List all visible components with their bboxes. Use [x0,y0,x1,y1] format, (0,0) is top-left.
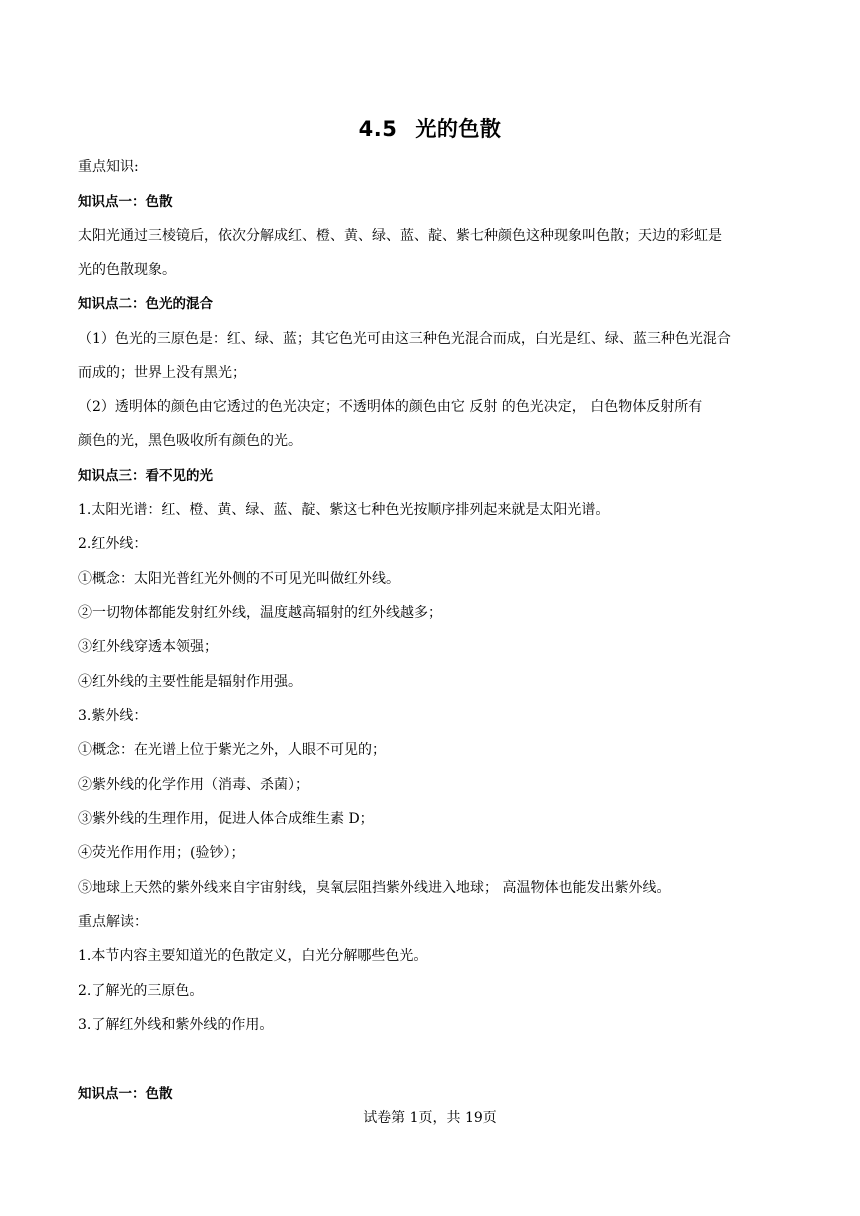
list-item: ④红外线的主要性能是辐射作用强。 [78,674,302,690]
list-item: 2.了解光的三原色。 [78,983,204,999]
heading-point-3: 知识点三：看不见的光 [78,468,213,484]
list-item: 1.太阳光谱：红、橙、黄、绿、蓝、靛、紫这七种色光按顺序排列起来就是太阳光谱。 [78,502,610,518]
list-item: 2.红外线： [78,536,148,552]
section-title: 光的色散 [415,117,502,141]
page-footer: 试卷第 1页，共 19页 [363,1110,497,1126]
list-item: ③紫外线的生理作用，促进人体合成维生素 D； [78,811,374,827]
list-item: 3.了解红外线和紫外线的作用。 [78,1017,274,1033]
label-key-knowledge: 重点知识: [78,159,139,175]
list-item: ④荧光作用作用；(验钞）； [78,845,245,861]
paragraph-line: 而成的；世界上没有黑光； [78,365,246,381]
list-item: 3.紫外线： [78,708,148,724]
label-key-interpretation: 重点解读： [78,914,148,930]
heading-point-1-exercises: 知识点一：色散 [78,1086,173,1102]
paragraph-line: （2）透明体的颜色由它透过的色光决定；不透明体的颜色由它 反射 的色光决定， 白色物体反射所有 [78,399,703,415]
paragraph-line: 太阳光通过三棱镜后，依次分解成红、橙、黄、绿、蓝、靛、紫七种颜色这种现象叫色散；天边的彩虹是 [78,228,722,244]
list-item: ⑤地球上天然的紫外线来自宇宙射线，臭氧层阻挡紫外线进入地球； 高温物体也能发出紫外线。 [78,880,671,896]
page-title [0,113,860,143]
paragraph-line: 光的色散现象。 [78,262,176,278]
list-item: ②一切物体都能发射红外线，温度越高辐射的红外线越多； [78,605,442,621]
heading-point-1: 知识点一：色散 [78,194,173,210]
section-number: 4.5 [358,117,398,141]
list-item: ①概念：在光谱上位于紫光之外，人眼不可见的； [78,742,386,758]
list-item: ②紫外线的化学作用（消毒、杀菌）； [78,777,309,793]
paragraph-line: 颜色的光，黑色吸收所有颜色的光。 [78,433,302,449]
list-item: 1.本节内容主要知道光的色散定义，白光分解哪些色光。 [78,948,428,964]
heading-point-2: 知识点二：色光的混合 [78,296,213,312]
list-item: ③红外线穿透本领强； [78,639,218,655]
paragraph-line: （1）色光的三原色是：红、绿、蓝；其它色光可由这三种色光混合而成，白光是红、绿、蓝三种色光混合 [78,331,731,347]
list-item: ①概念：太阳光普红光外侧的不可见光叫做红外线。 [78,571,400,587]
